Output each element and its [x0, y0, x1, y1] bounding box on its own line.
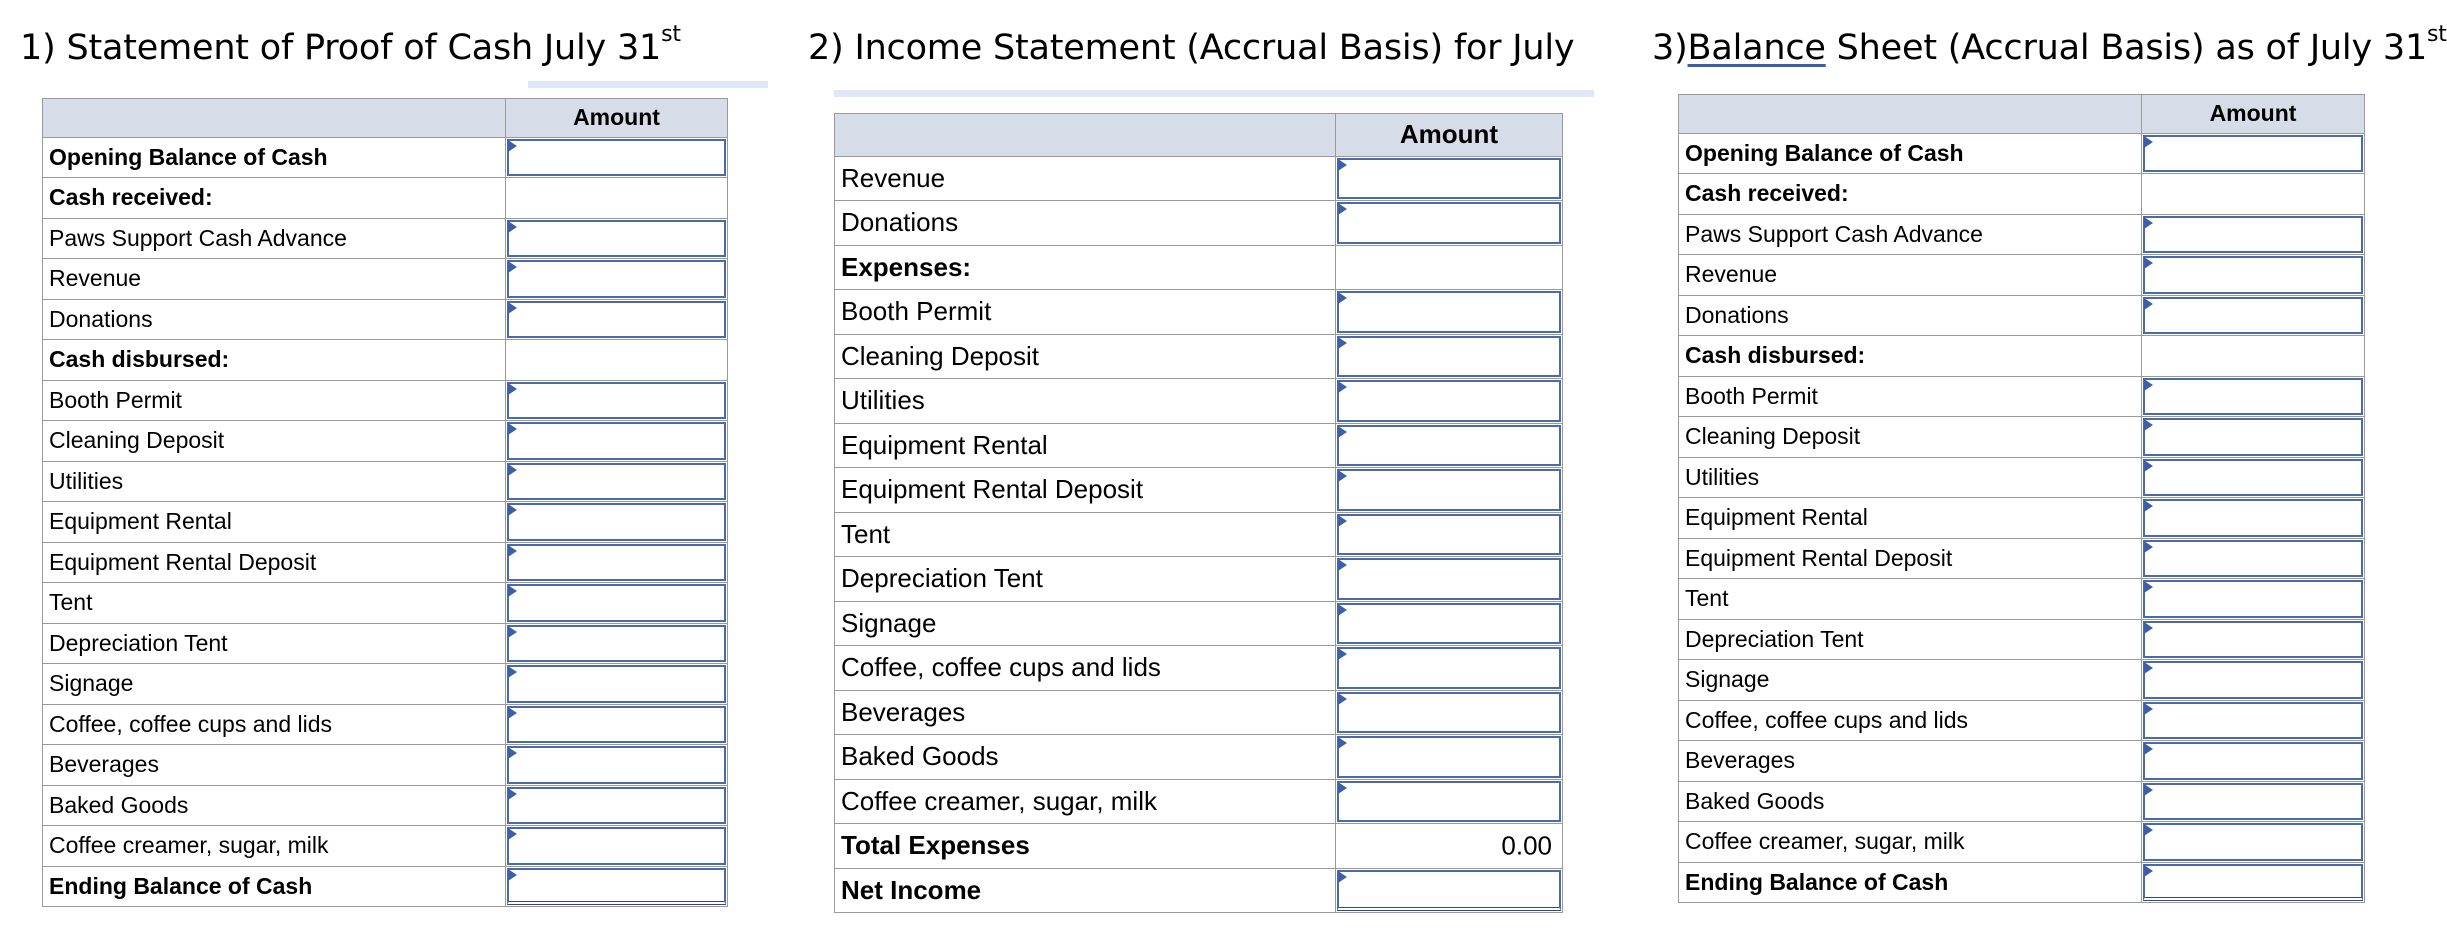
row-label-donations: Donations	[835, 201, 1336, 246]
table-row	[43, 623, 728, 664]
row-label-ending-balance-of-cash: Ending Balance of Cash	[1679, 862, 2142, 903]
table-row	[1679, 255, 2365, 296]
row-label-signage: Signage	[43, 664, 506, 705]
amount-cell	[2142, 862, 2365, 903]
table-row	[835, 156, 1563, 201]
table-row	[43, 542, 728, 583]
amount-cell	[1336, 423, 1563, 468]
amount-input-baked-goods[interactable]	[507, 787, 726, 825]
amount-input-utilities[interactable]	[2143, 459, 2363, 497]
amount-cell	[506, 380, 728, 421]
row-label-baked-goods: Baked Goods	[835, 735, 1336, 780]
header-label-cell	[1679, 95, 2142, 134]
table-row	[1679, 336, 2365, 377]
amount-input-equipment-rental[interactable]	[1337, 425, 1561, 467]
table-row	[1679, 741, 2365, 782]
table-row	[835, 290, 1563, 335]
amount-cell	[506, 299, 728, 340]
amount-cell	[506, 583, 728, 624]
amount-cell	[506, 704, 728, 745]
row-label-signage: Signage	[835, 601, 1336, 646]
amount-cell	[1336, 646, 1563, 691]
table-row	[1679, 417, 2365, 458]
row-label-paws-support-cash-advance: Paws Support Cash Advance	[1679, 214, 2142, 255]
amount-cell-empty	[506, 178, 728, 219]
row-label-coffee-coffee-cups-and-lids: Coffee, coffee cups and lids	[835, 646, 1336, 691]
amount-cell	[506, 785, 728, 826]
table-row	[1679, 781, 2365, 822]
table-row	[1679, 133, 2365, 174]
row-label-total-expenses: Total Expenses	[835, 824, 1336, 869]
amount-input-cleaning-deposit[interactable]	[2143, 418, 2363, 456]
amount-cell	[1336, 824, 1563, 869]
amount-cell-empty	[2142, 336, 2365, 377]
amount-input-revenue[interactable]	[507, 260, 726, 298]
amount-header: Amount	[2142, 95, 2365, 134]
amount-cell-empty	[506, 340, 728, 381]
row-label-coffee-creamer-sugar-milk: Coffee creamer, sugar, milk	[43, 826, 506, 867]
amount-input-revenue[interactable]	[1337, 158, 1561, 200]
amount-input-opening-balance-of-cash[interactable]	[507, 139, 726, 177]
table-row	[835, 423, 1563, 468]
amount-input-coffee-coffee-cups-and-lids[interactable]	[1337, 647, 1561, 689]
amount-cell-empty	[1336, 245, 1563, 290]
amount-input-tent[interactable]	[1337, 514, 1561, 556]
amount-input-baked-goods[interactable]	[1337, 736, 1561, 778]
amount-cell	[2142, 255, 2365, 296]
table-row	[835, 334, 1563, 379]
row-label-expenses: Expenses:	[835, 245, 1336, 290]
table-row	[1679, 700, 2365, 741]
amount-cell	[2142, 376, 2365, 417]
row-label-tent: Tent	[1679, 579, 2142, 620]
amount-cell	[1336, 379, 1563, 424]
row-label-cleaning-deposit: Cleaning Deposit	[835, 334, 1336, 379]
amount-cell	[2142, 660, 2365, 701]
amount-input-equipment-rental-deposit[interactable]	[2143, 540, 2363, 578]
amount-value-total-expenses: 0.00	[1501, 830, 1552, 861]
amount-input-equipment-rental[interactable]	[507, 503, 726, 541]
row-label-opening-balance-of-cash: Opening Balance of Cash	[43, 137, 506, 178]
title-highlight-bar	[528, 81, 768, 88]
amount-input-revenue[interactable]	[2143, 256, 2363, 294]
amount-input-depreciation-tent[interactable]	[2143, 621, 2363, 659]
amount-cell	[506, 461, 728, 502]
amount-input-opening-balance-of-cash[interactable]	[2143, 135, 2363, 173]
amount-input-net-income[interactable]	[1337, 870, 1561, 912]
row-label-booth-permit: Booth Permit	[835, 290, 1336, 335]
row-label-baked-goods: Baked Goods	[1679, 781, 2142, 822]
amount-cell	[506, 664, 728, 705]
header-label-cell	[835, 114, 1336, 157]
row-label-coffee-coffee-cups-and-lids: Coffee, coffee cups and lids	[1679, 700, 2142, 741]
table-row	[1679, 579, 2365, 620]
amount-cell	[2142, 498, 2365, 539]
proof-of-cash-table	[42, 98, 728, 907]
amount-cell	[2142, 457, 2365, 498]
amount-input-cleaning-deposit[interactable]	[507, 422, 726, 460]
table-row	[1679, 214, 2365, 255]
table-header-row	[835, 114, 1563, 157]
amount-input-baked-goods[interactable]	[2143, 783, 2363, 821]
amount-input-coffee-coffee-cups-and-lids[interactable]	[2143, 702, 2363, 740]
amount-input-equipment-rental-deposit[interactable]	[1337, 469, 1561, 511]
title-highlight-bar	[834, 90, 1594, 97]
amount-input-cleaning-deposit[interactable]	[1337, 336, 1561, 378]
amount-input-signage[interactable]	[2143, 661, 2363, 699]
row-label-beverages: Beverages	[1679, 741, 2142, 782]
row-label-utilities: Utilities	[835, 379, 1336, 424]
table-row	[43, 704, 728, 745]
amount-input-depreciation-tent[interactable]	[507, 625, 726, 663]
amount-cell	[1336, 601, 1563, 646]
amount-cell	[506, 218, 728, 259]
table-row	[1679, 295, 2365, 336]
amount-input-booth-permit[interactable]	[2143, 378, 2363, 416]
amount-input-tent[interactable]	[507, 584, 726, 622]
row-label-depreciation-tent: Depreciation Tent	[1679, 619, 2142, 660]
amount-input-coffee-creamer-sugar-milk[interactable]	[2143, 823, 2363, 861]
row-label-baked-goods: Baked Goods	[43, 785, 506, 826]
row-label-opening-balance-of-cash: Opening Balance of Cash	[1679, 133, 2142, 174]
amount-cell	[2142, 214, 2365, 255]
row-label-tent: Tent	[43, 583, 506, 624]
amount-cell	[506, 623, 728, 664]
amount-cell	[1336, 779, 1563, 824]
amount-input-paws-support-cash-advance[interactable]	[507, 220, 726, 258]
row-label-coffee-coffee-cups-and-lids: Coffee, coffee cups and lids	[43, 704, 506, 745]
table-header-row	[43, 99, 728, 138]
table-row	[835, 824, 1563, 869]
row-label-equipment-rental: Equipment Rental	[43, 502, 506, 543]
proof-of-cash-title: 1) Statement of Proof of Cash July 31st	[20, 22, 681, 68]
table-row	[835, 868, 1563, 913]
table-row	[43, 866, 728, 907]
table-row	[835, 646, 1563, 691]
row-label-equipment-rental-deposit: Equipment Rental Deposit	[1679, 538, 2142, 579]
row-label-cash-received: Cash received:	[43, 178, 506, 219]
amount-cell	[506, 542, 728, 583]
row-label-equipment-rental: Equipment Rental	[835, 423, 1336, 468]
table-row	[835, 735, 1563, 780]
amount-input-tent[interactable]	[2143, 580, 2363, 618]
table-row	[43, 664, 728, 705]
row-label-booth-permit: Booth Permit	[43, 380, 506, 421]
row-label-depreciation-tent: Depreciation Tent	[43, 623, 506, 664]
amount-cell	[2142, 619, 2365, 660]
amount-cell	[1336, 690, 1563, 735]
row-label-equipment-rental-deposit: Equipment Rental Deposit	[835, 468, 1336, 513]
amount-input-booth-permit[interactable]	[507, 382, 726, 420]
amount-input-beverages[interactable]	[2143, 742, 2363, 780]
amount-cell	[506, 259, 728, 300]
amount-cell	[2142, 295, 2365, 336]
amount-cell	[1336, 735, 1563, 780]
row-label-coffee-creamer-sugar-milk: Coffee creamer, sugar, milk	[1679, 822, 2142, 863]
amount-input-signage[interactable]	[507, 665, 726, 703]
table-row	[1679, 538, 2365, 579]
amount-cell	[1336, 512, 1563, 557]
row-label-cash-disbursed: Cash disbursed:	[1679, 336, 2142, 377]
table-row	[43, 785, 728, 826]
row-label-equipment-rental: Equipment Rental	[1679, 498, 2142, 539]
amount-input-equipment-rental[interactable]	[2143, 499, 2363, 537]
amount-input-beverages[interactable]	[507, 746, 726, 784]
table-row	[835, 690, 1563, 735]
row-label-equipment-rental-deposit: Equipment Rental Deposit	[43, 542, 506, 583]
row-label-booth-permit: Booth Permit	[1679, 376, 2142, 417]
amount-cell	[2142, 417, 2365, 458]
amount-input-coffee-creamer-sugar-milk[interactable]	[1337, 781, 1561, 823]
table-row	[43, 583, 728, 624]
amount-input-donations[interactable]	[507, 301, 726, 339]
amount-cell	[2142, 741, 2365, 782]
amount-cell	[1336, 334, 1563, 379]
amount-cell-empty	[2142, 174, 2365, 215]
amount-cell	[2142, 133, 2365, 174]
table-row	[1679, 498, 2365, 539]
row-label-cleaning-deposit: Cleaning Deposit	[43, 421, 506, 462]
amount-cell	[1336, 156, 1563, 201]
amount-cell	[506, 745, 728, 786]
table-row	[43, 461, 728, 502]
table-row	[43, 380, 728, 421]
row-label-revenue: Revenue	[43, 259, 506, 300]
table-row	[1679, 862, 2365, 903]
table-header-row	[1679, 95, 2365, 134]
row-label-donations: Donations	[43, 299, 506, 340]
table-row	[43, 137, 728, 178]
table-row	[835, 468, 1563, 513]
table-row	[43, 218, 728, 259]
row-label-tent: Tent	[835, 512, 1336, 557]
table-row	[43, 340, 728, 381]
row-label-depreciation-tent: Depreciation Tent	[835, 557, 1336, 602]
amount-input-signage[interactable]	[1337, 603, 1561, 645]
amount-input-booth-permit[interactable]	[1337, 291, 1561, 333]
row-label-donations: Donations	[1679, 295, 2142, 336]
amount-input-beverages[interactable]	[1337, 692, 1561, 734]
balance-sheet-table	[1678, 94, 2365, 903]
header-label-cell	[43, 99, 506, 138]
amount-input-paws-support-cash-advance[interactable]	[2143, 216, 2363, 254]
amount-input-utilities[interactable]	[1337, 380, 1561, 422]
row-label-revenue: Revenue	[1679, 255, 2142, 296]
amount-cell	[506, 137, 728, 178]
amount-cell	[2142, 700, 2365, 741]
amount-cell	[2142, 579, 2365, 620]
table-row	[1679, 619, 2365, 660]
table-row	[43, 259, 728, 300]
amount-input-coffee-creamer-sugar-milk[interactable]	[507, 827, 726, 865]
amount-input-ending-balance-of-cash[interactable]	[507, 868, 726, 906]
amount-cell	[1336, 201, 1563, 246]
row-label-cash-disbursed: Cash disbursed:	[43, 340, 506, 381]
table-row	[835, 601, 1563, 646]
row-label-net-income: Net Income	[835, 868, 1336, 913]
amount-input-utilities[interactable]	[507, 463, 726, 501]
amount-input-equipment-rental-deposit[interactable]	[507, 544, 726, 582]
row-label-beverages: Beverages	[43, 745, 506, 786]
table-row	[43, 178, 728, 219]
row-label-utilities: Utilities	[1679, 457, 2142, 498]
table-row	[835, 512, 1563, 557]
table-row	[43, 502, 728, 543]
amount-input-coffee-coffee-cups-and-lids[interactable]	[507, 706, 726, 744]
amount-input-donations[interactable]	[2143, 297, 2363, 335]
row-label-cash-received: Cash received:	[1679, 174, 2142, 215]
table-row	[1679, 376, 2365, 417]
row-label-utilities: Utilities	[43, 461, 506, 502]
row-label-signage: Signage	[1679, 660, 2142, 701]
amount-input-depreciation-tent[interactable]	[1337, 558, 1561, 600]
table-row	[835, 379, 1563, 424]
table-row	[1679, 822, 2365, 863]
amount-cell	[2142, 538, 2365, 579]
amount-cell	[506, 826, 728, 867]
row-label-ending-balance-of-cash: Ending Balance of Cash	[43, 866, 506, 907]
row-label-cleaning-deposit: Cleaning Deposit	[1679, 417, 2142, 458]
amount-input-ending-balance-of-cash[interactable]	[2143, 864, 2363, 902]
amount-cell	[506, 866, 728, 907]
table-row	[835, 201, 1563, 246]
row-label-revenue: Revenue	[835, 156, 1336, 201]
row-label-beverages: Beverages	[835, 690, 1336, 735]
table-row	[835, 245, 1563, 290]
balance-sheet-title: 3)Balance Sheet (Accrual Basis) as of July 31st	[1652, 22, 2447, 68]
amount-input-donations[interactable]	[1337, 202, 1561, 244]
amount-cell	[2142, 822, 2365, 863]
amount-cell	[1336, 468, 1563, 513]
amount-cell	[1336, 868, 1563, 913]
income-statement-table	[834, 113, 1563, 913]
amount-cell	[1336, 557, 1563, 602]
amount-cell	[1336, 290, 1563, 335]
row-label-paws-support-cash-advance: Paws Support Cash Advance	[43, 218, 506, 259]
row-label-coffee-creamer-sugar-milk: Coffee creamer, sugar, milk	[835, 779, 1336, 824]
table-row	[43, 299, 728, 340]
amount-cell	[506, 421, 728, 462]
table-row	[1679, 660, 2365, 701]
table-row	[1679, 174, 2365, 215]
amount-header: Amount	[1336, 114, 1563, 157]
income-statement-title: 2) Income Statement (Accrual Basis) for July	[808, 28, 1575, 68]
table-row	[43, 421, 728, 462]
amount-cell	[506, 502, 728, 543]
table-row	[835, 779, 1563, 824]
table-row	[43, 745, 728, 786]
table-row	[835, 557, 1563, 602]
amount-cell	[2142, 781, 2365, 822]
table-row	[1679, 457, 2365, 498]
amount-header: Amount	[506, 99, 728, 138]
table-row	[43, 826, 728, 867]
